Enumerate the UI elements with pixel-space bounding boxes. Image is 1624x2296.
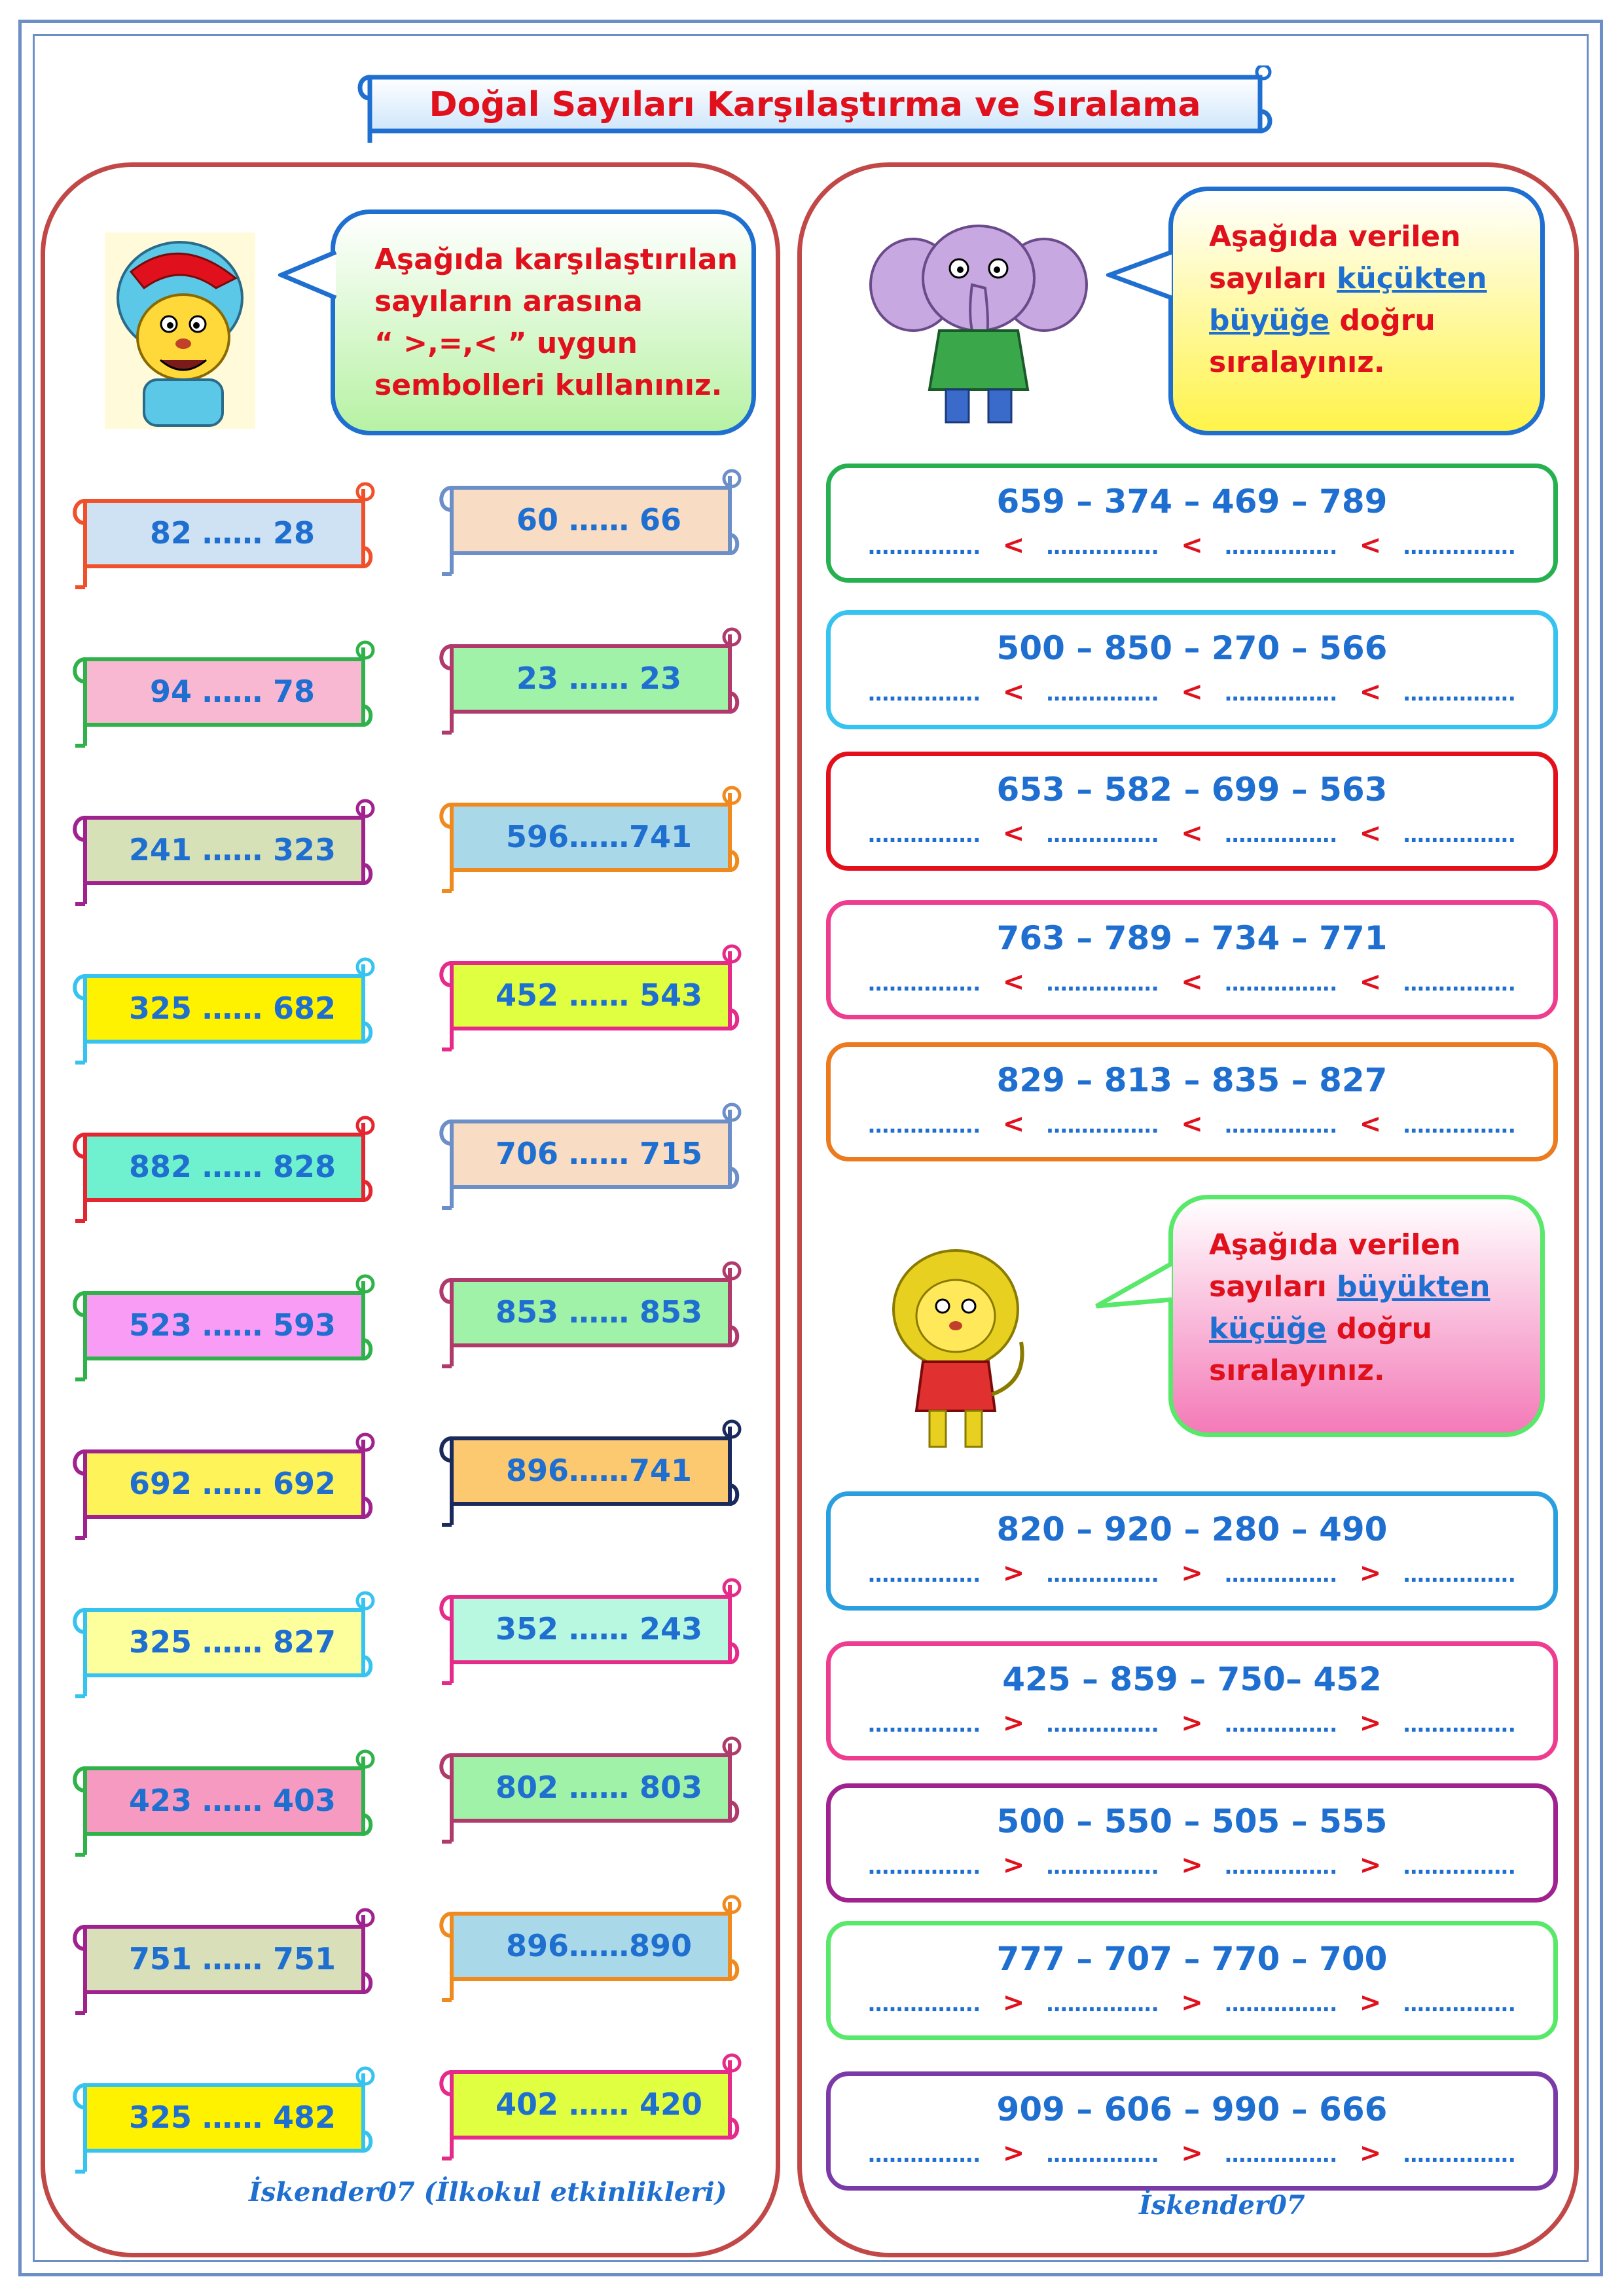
answer-blank[interactable]: ……………. [1225,1562,1338,1587]
order-symbol: < [1002,818,1025,848]
order-symbol: < [1359,967,1382,997]
comparison-item [432,1730,740,1845]
comparison-item [65,793,373,907]
keyword-largest: büyüğe [1209,304,1330,337]
instruction-line: Aşağıda verilen [1209,1228,1461,1262]
comparison-text[interactable]: 751 …… 751 [128,1941,336,1977]
order-symbol: > [1181,1708,1203,1738]
ordering-numbers: 653 – 582 – 699 – 563 [996,771,1388,809]
comparison-item [432,1097,740,1211]
order-symbol: > [1181,2138,1203,2168]
left-bubble-tail [278,249,340,301]
ordering-box [826,752,1558,871]
answer-blank[interactable]: ……………. [1225,1992,1338,2016]
ordering-box [826,2071,1558,2191]
order-symbol: < [1181,530,1203,560]
comparison-item [432,621,740,736]
comparison-item [432,2047,740,2162]
answer-blank[interactable]: ……………. [1046,1562,1159,1587]
comparison-text[interactable]: 596……741 [505,819,693,854]
comparison-text[interactable]: 452 …… 543 [495,977,703,1013]
comparison-text[interactable]: 352 …… 243 [495,1611,703,1647]
answer-blank[interactable]: ……………. [868,971,981,996]
answer-blank[interactable]: ……………. [868,534,981,559]
comparison-item [65,1743,373,1858]
answer-blank[interactable]: ……………. [1403,534,1516,559]
ordering-box [826,610,1558,729]
answer-blank[interactable]: ……………. [1225,1712,1338,1737]
comparison-item [432,1255,740,1370]
comparison-item [432,780,740,894]
instruction-line: sayıları küçükten [1209,262,1487,295]
answer-blank[interactable]: ……………. [1046,1113,1159,1138]
comparison-item [432,1572,740,1686]
order-symbol: > [1002,1988,1025,2018]
elephant-character-image [867,216,1090,428]
order-symbol: > [1181,1850,1203,1880]
comparison-text[interactable]: 423 …… 403 [128,1783,336,1818]
order-symbol: > [1002,1708,1025,1738]
answer-blank[interactable]: ……………. [868,822,981,847]
ordering-answer-line[interactable] [831,1708,1553,1738]
order-symbol: < [1002,677,1025,707]
comparison-text[interactable]: 241 …… 323 [128,832,336,867]
answer-blank[interactable]: ……………. [1225,971,1338,996]
ordering-answer-line[interactable] [831,530,1553,560]
comparison-text[interactable]: 325 …… 482 [128,2100,336,2135]
ordering-numbers: 500 – 850 – 270 – 566 [996,629,1388,667]
answer-blank[interactable]: ……………. [1225,822,1338,847]
comparison-item [65,1268,373,1383]
lion-character-image [857,1244,1054,1456]
order-symbol: < [1359,1109,1382,1139]
comparison-item [65,1902,373,2016]
title-banner [350,65,1280,144]
ordering-answer-line[interactable] [831,967,1553,997]
ordering-box [826,1921,1558,2040]
answer-blank[interactable]: ……………. [1046,534,1159,559]
comparison-text[interactable]: 325 …… 682 [128,991,336,1026]
instruction-line: büyüğe doğru [1209,304,1435,337]
order-symbol: > [1359,1558,1382,1588]
instruction-line: küçüğe doğru [1209,1312,1432,1345]
keyword-largest: büyükten [1337,1270,1490,1303]
credit-left: İskender07 (İlkokul etkinlikleri) [249,2177,727,2208]
instruction-line: sayıların arasına [374,285,643,318]
answer-blank[interactable]: ……………. [1046,2142,1159,2167]
ascending-instruction-bubble [1168,187,1545,435]
order-symbol: < [1359,530,1382,560]
comparison-item [432,1889,740,2003]
comparison-item [432,1413,740,1528]
answer-blank[interactable]: ……………. [1403,2142,1516,2167]
comparison-text[interactable]: 23 …… 23 [516,661,682,696]
instruction-line: sembolleri kullanınız. [374,369,723,402]
answer-blank[interactable]: ……………. [1046,1854,1159,1879]
order-symbol: < [1181,677,1203,707]
comparison-text[interactable]: 523 …… 593 [128,1307,336,1343]
comparison-text[interactable]: 896……890 [505,1928,693,1963]
comparison-item [432,938,740,1053]
answer-blank[interactable]: ……………. [1046,822,1159,847]
ordering-box [826,1491,1558,1611]
order-symbol: < [1359,677,1382,707]
ordering-answer-line[interactable] [831,1988,1553,2018]
answer-blank[interactable]: ……………. [868,2142,981,2167]
order-symbol: > [1359,1708,1382,1738]
instruction-line: sıralayınız. [1209,346,1385,379]
answer-blank[interactable]: ……………. [868,1562,981,1587]
answer-blank[interactable]: ……………. [868,681,981,706]
order-symbol: > [1359,1850,1382,1880]
ordering-numbers: 820 – 920 – 280 – 490 [996,1510,1388,1548]
ordering-numbers: 763 – 789 – 734 – 771 [996,919,1388,957]
order-symbol: < [1002,967,1025,997]
order-symbol: > [1002,2138,1025,2168]
order-symbol: > [1359,2138,1382,2168]
answer-blank[interactable]: ……………. [868,1992,981,2016]
comparison-text[interactable]: 82 …… 28 [149,515,316,551]
ordering-box [826,1783,1558,1903]
instruction-line: “ >,=,< ” uygun [374,327,638,360]
ordering-numbers: 500 – 550 – 505 – 555 [996,1802,1388,1840]
order-symbol: > [1359,1988,1382,2018]
ordering-numbers: 425 – 859 – 750– 452 [1002,1660,1382,1698]
answer-blank[interactable]: ……………. [1403,1854,1516,1879]
comparison-item [65,2060,373,2175]
ordering-box [826,1042,1558,1161]
instruction-line: Aşağıda karşılaştırılan [374,243,738,276]
comparison-text[interactable]: 706 …… 715 [495,1136,703,1171]
ordering-box [826,464,1558,583]
answer-blank[interactable]: ……………. [868,1113,981,1138]
comparison-text[interactable]: 882 …… 828 [128,1149,336,1184]
comparison-item [65,1585,373,1700]
ordering-answer-line[interactable] [831,677,1553,707]
comparison-item [65,1110,373,1224]
comparison-text[interactable]: 325 …… 827 [128,1624,336,1660]
comparison-text[interactable]: 94 …… 78 [149,674,316,709]
answer-blank[interactable]: ……………. [1403,681,1516,706]
answer-blank[interactable]: ……………. [868,1712,981,1737]
comparison-item [65,634,373,749]
keyword-smallest: küçüğe [1209,1312,1327,1345]
comparison-text[interactable]: 853 …… 853 [495,1294,703,1330]
answer-blank[interactable]: ……………. [1046,1712,1159,1737]
answer-blank[interactable]: ……………. [1046,1992,1159,2016]
order-symbol: > [1181,1988,1203,2018]
ordering-box [826,1641,1558,1760]
answer-blank[interactable]: ……………. [1225,1854,1338,1879]
keyword-smallest: küçükten [1337,262,1487,295]
answer-blank[interactable]: ……………. [868,1854,981,1879]
order-symbol: < [1181,1109,1203,1139]
instruction-line: Aşağıda verilen [1209,220,1461,253]
order-symbol: > [1181,1558,1203,1588]
comparison-text[interactable]: 60 …… 66 [516,502,682,538]
comparison-item [432,463,740,577]
answer-blank[interactable]: ……………. [1225,681,1338,706]
cat-character-image [98,226,262,438]
answer-blank[interactable]: ……………. [1403,1113,1516,1138]
instruction-line: sayıları büyükten [1209,1270,1490,1303]
answer-blank[interactable]: ……………. [1403,971,1516,996]
ordering-answer-line[interactable] [831,1109,1553,1139]
left-instruction-bubble [331,210,756,435]
ordering-box [826,900,1558,1019]
order-symbol: < [1181,818,1203,848]
comparison-item [65,476,373,591]
comparison-text[interactable]: 896……741 [505,1453,693,1488]
answer-blank[interactable]: ……………. [1046,971,1159,996]
instruction-line: sıralayınız. [1209,1354,1385,1387]
answer-blank[interactable]: ……………. [1225,1113,1338,1138]
comparison-item [65,1427,373,1541]
comparison-item [65,951,373,1066]
answer-blank[interactable]: ……………. [1403,1562,1516,1587]
order-symbol: < [1002,1109,1025,1139]
order-symbol: > [1002,1558,1025,1588]
comparison-text[interactable]: 692 …… 692 [128,1466,336,1501]
credit-right: İskender07 [1139,2190,1305,2221]
answer-blank[interactable]: ……………. [1403,1712,1516,1737]
ascending-bubble-tail [1106,249,1175,301]
ordering-numbers: 829 – 813 – 835 – 827 [996,1061,1388,1099]
order-symbol: < [1181,967,1203,997]
answer-blank[interactable]: ……………. [1046,681,1159,706]
order-symbol: < [1002,530,1025,560]
order-symbol: < [1359,818,1382,848]
comparison-text[interactable]: 802 …… 803 [495,1770,703,1805]
ordering-answer-line[interactable] [831,1850,1553,1880]
order-symbol: > [1002,1850,1025,1880]
ordering-numbers: 659 – 374 – 469 – 789 [996,483,1388,520]
descending-instruction-bubble [1168,1195,1545,1437]
ordering-numbers: 909 – 606 – 990 – 666 [996,2090,1388,2128]
answer-blank[interactable]: ……………. [1403,822,1516,847]
answer-blank[interactable]: ……………. [1225,2142,1338,2167]
descending-bubble-tail [1093,1260,1175,1319]
comparison-text[interactable]: 402 …… 420 [495,2086,703,2122]
ordering-answer-line[interactable] [831,818,1553,848]
ordering-answer-line[interactable] [831,1558,1553,1588]
answer-blank[interactable]: ……………. [1403,1992,1516,2016]
ordering-numbers: 777 – 707 – 770 – 700 [996,1940,1388,1978]
page-title: Doğal Sayıları Karşılaştırma ve Sıralama [429,85,1201,124]
answer-blank[interactable]: ……………. [1225,534,1338,559]
ordering-answer-line[interactable] [831,2138,1553,2168]
